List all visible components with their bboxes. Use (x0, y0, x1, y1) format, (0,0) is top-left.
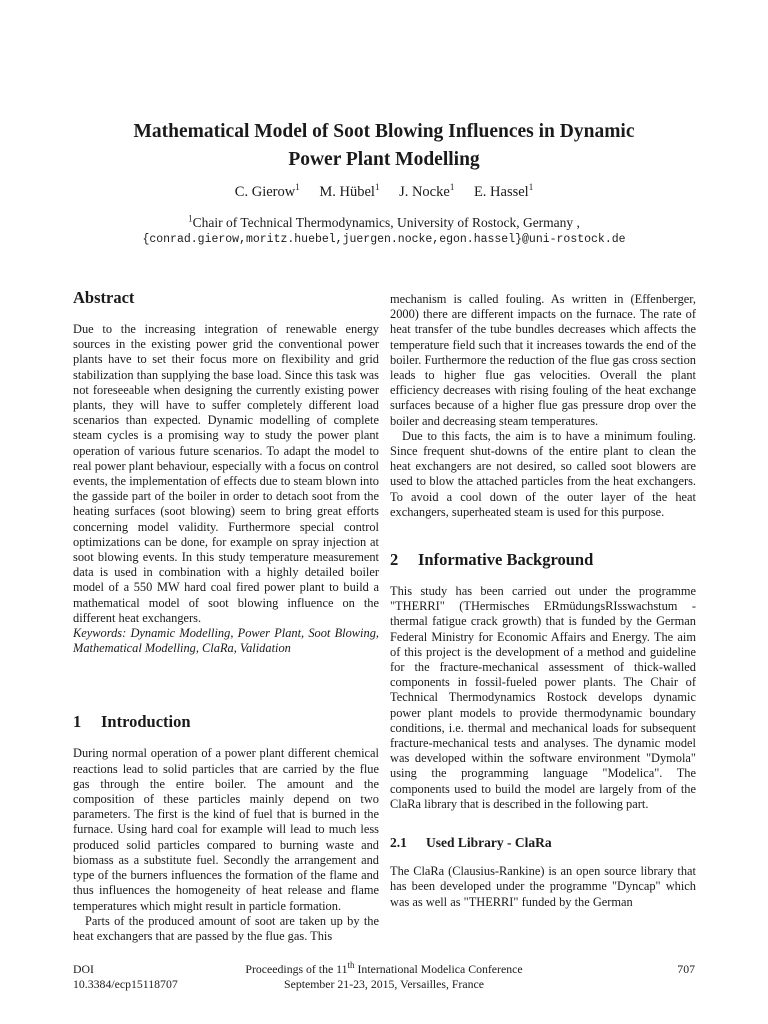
doi-value: 10.3384/ecp15118707 (73, 976, 178, 991)
author (235, 184, 300, 200)
introduction-paragraph-1: During normal operation of a power plant different chemical reactions lead to solid particles that are carried by the flue gas through the entire boiler. The amount and the composition of these particles mainly depend on two parameters. The first is the kind of fuel that is burned in the furnace. Using hard coal for example will lead to much less produced solid particles compared to burning waste and biomass as a substitute fuel. Secondly the arrangement and type of the burners influences the formation of the flame and thus influences the homogeneity of heat release and flame temperatures which might result in particle formation. (73, 746, 379, 913)
affiliation-mark: 1 (295, 182, 300, 193)
author (399, 184, 454, 200)
author (474, 184, 533, 200)
section-number: 2 (390, 550, 399, 570)
proceedings-prefix: Proceedings of the 11 (245, 962, 348, 976)
author-emails: {conrad.gierow,moritz.huebel,juergen.nocke,egon.hassel}@uni-rostock.de (142, 233, 626, 246)
author-name: J. Nocke (399, 184, 450, 200)
subsection-title: Used Library - ClaRa (426, 835, 552, 851)
clara-subheading (390, 834, 696, 852)
abstract-heading: Abstract (73, 288, 135, 307)
ordinal-suffix: th (347, 960, 355, 971)
left-column (73, 288, 379, 944)
clara-paragraph: The ClaRa (Clausius-Rankine) is an open source library that has been developed under the programme "Dyncap" which was as well as "THERRI" funded by the German (390, 864, 696, 909)
section-title: Introduction (101, 712, 191, 732)
section-title: Informative Background (418, 550, 594, 570)
proceedings-title (73, 962, 695, 977)
proceedings-suffix: International Modelica Conference (354, 962, 523, 976)
author (319, 184, 379, 200)
introduction-paragraph-2: Parts of the produced amount of soot are taken up by the heat exchangers that are passed by the flue gas. This (73, 913, 379, 943)
conference-date-place: September 21-23, 2015, Versailles, France (284, 976, 484, 991)
author-name: C. Gierow (234, 184, 296, 200)
author-list (60, 184, 708, 201)
author-name: M. Hübel (319, 184, 375, 200)
keywords-text: Dynamic Modelling, Power Plant, Soot Blowing, Mathematical Modelling, ClaRa, Validation (73, 626, 379, 656)
affiliation-mark: 1 (449, 182, 455, 193)
background-paragraph: This study has been carried out under the programme "THERRI" (THermisches ERmüdungsRIsswachstum - thermal fatigue crack growth) that is funded by the German Federal Ministry for Economic Affairs and Energy. The aim of this project is the development of a method and guideline for the fracture-mechanical assessment of thick-walled components in fossil-fueled power plants. The Chair of Technical Thermodynamics Rostock develops dynamic power plant models to provide thermodynamic boundary conditions, i.e. thermal and mechanical loads for subsequent fracture-mechanical tests and analyses. The dynamic model was developed within the software environment "Dymola" using the programming language "Modelica". The components used to build the model are largely from of the ClaRa library that is described in the following part. (390, 584, 696, 811)
page-number: 707 (677, 962, 695, 976)
section-number: 1 (73, 712, 82, 732)
introduction-heading (73, 712, 379, 732)
soot-blowers-paragraph: Due to this facts, the aim is to have a minimum fouling. Since frequent shut-downs of the entire plant to clean the heat exchangers are not desired, so called soot blowers are used to blow the attached particles from the heat exchangers. To avoid a cool down of the outer layer of the heat exchangers, superheated steam is used for this purpose. (390, 428, 696, 519)
abstract-text: Due to the increasing integration of renewable energy sources in the existing power grid the conventional power plants have to set their focus more on flexibility and grid stabilization than supplying the base load. Since this task was not foreseeable when designing the currently existing power plants, they will have to suffer completely different load scenarios than expected. Dynamic modelling of complete steam cycles is a promising way to study the power plant operation of various future scenarios. To adapt the model to real power plant behaviour, especially with a focus on control events, the implementation of effects due to steam blown into the gasside part of the boiler in order to detach soot from the heating surfaces (soot blowing) seem to bring great efforts concerning model validity. Furthermore special control optimizations can be done, for example on spray injection at soot blowing events. In this study temperature measurement data is used in combination with a highly detailed boiler model of a 550 MW hard coal fired power plant to build a mathematical model of soot blowing influence on the different heat exchangers. (73, 322, 379, 625)
fouling-paragraph: mechanism is called fouling. As written in (Effenberger, 2000) there are different impacts on the furnace. The rate of heat transfer of the tube bundles decreases which affects the temperature field such that it increases towards the end of the boiler. Furthermore the reduction of the flue gas cross section leads to higher flue gas velocities. Overall the plant efficiency decreases with rising fouling of the heat exchange surfaces because of a higher flue gas pressure drop over the boiler and decreasing steam temperatures. (390, 292, 696, 428)
affiliation-text: Chair of Technical Thermodynamics, University of Rostock, Germany , (192, 215, 580, 230)
keywords (73, 626, 379, 656)
affiliation (60, 215, 708, 231)
affiliation-mark: 1 (374, 182, 380, 193)
affiliation-mark: 1 (188, 213, 193, 224)
right-column (390, 292, 696, 910)
subsection-number: 2.1 (390, 835, 407, 851)
doi-label: DOI (73, 962, 94, 976)
background-heading (390, 550, 696, 570)
keywords-label: Keywords: (73, 626, 127, 641)
affiliation-mark: 1 (528, 182, 534, 193)
paper-title (60, 118, 708, 174)
title-line-2: Power Plant Modelling (288, 149, 480, 170)
author-name: E. Hassel (473, 184, 529, 200)
title-line-1: Mathematical Model of Soot Blowing Influences in Dynamic (133, 121, 635, 142)
footer-proceedings (73, 962, 695, 991)
